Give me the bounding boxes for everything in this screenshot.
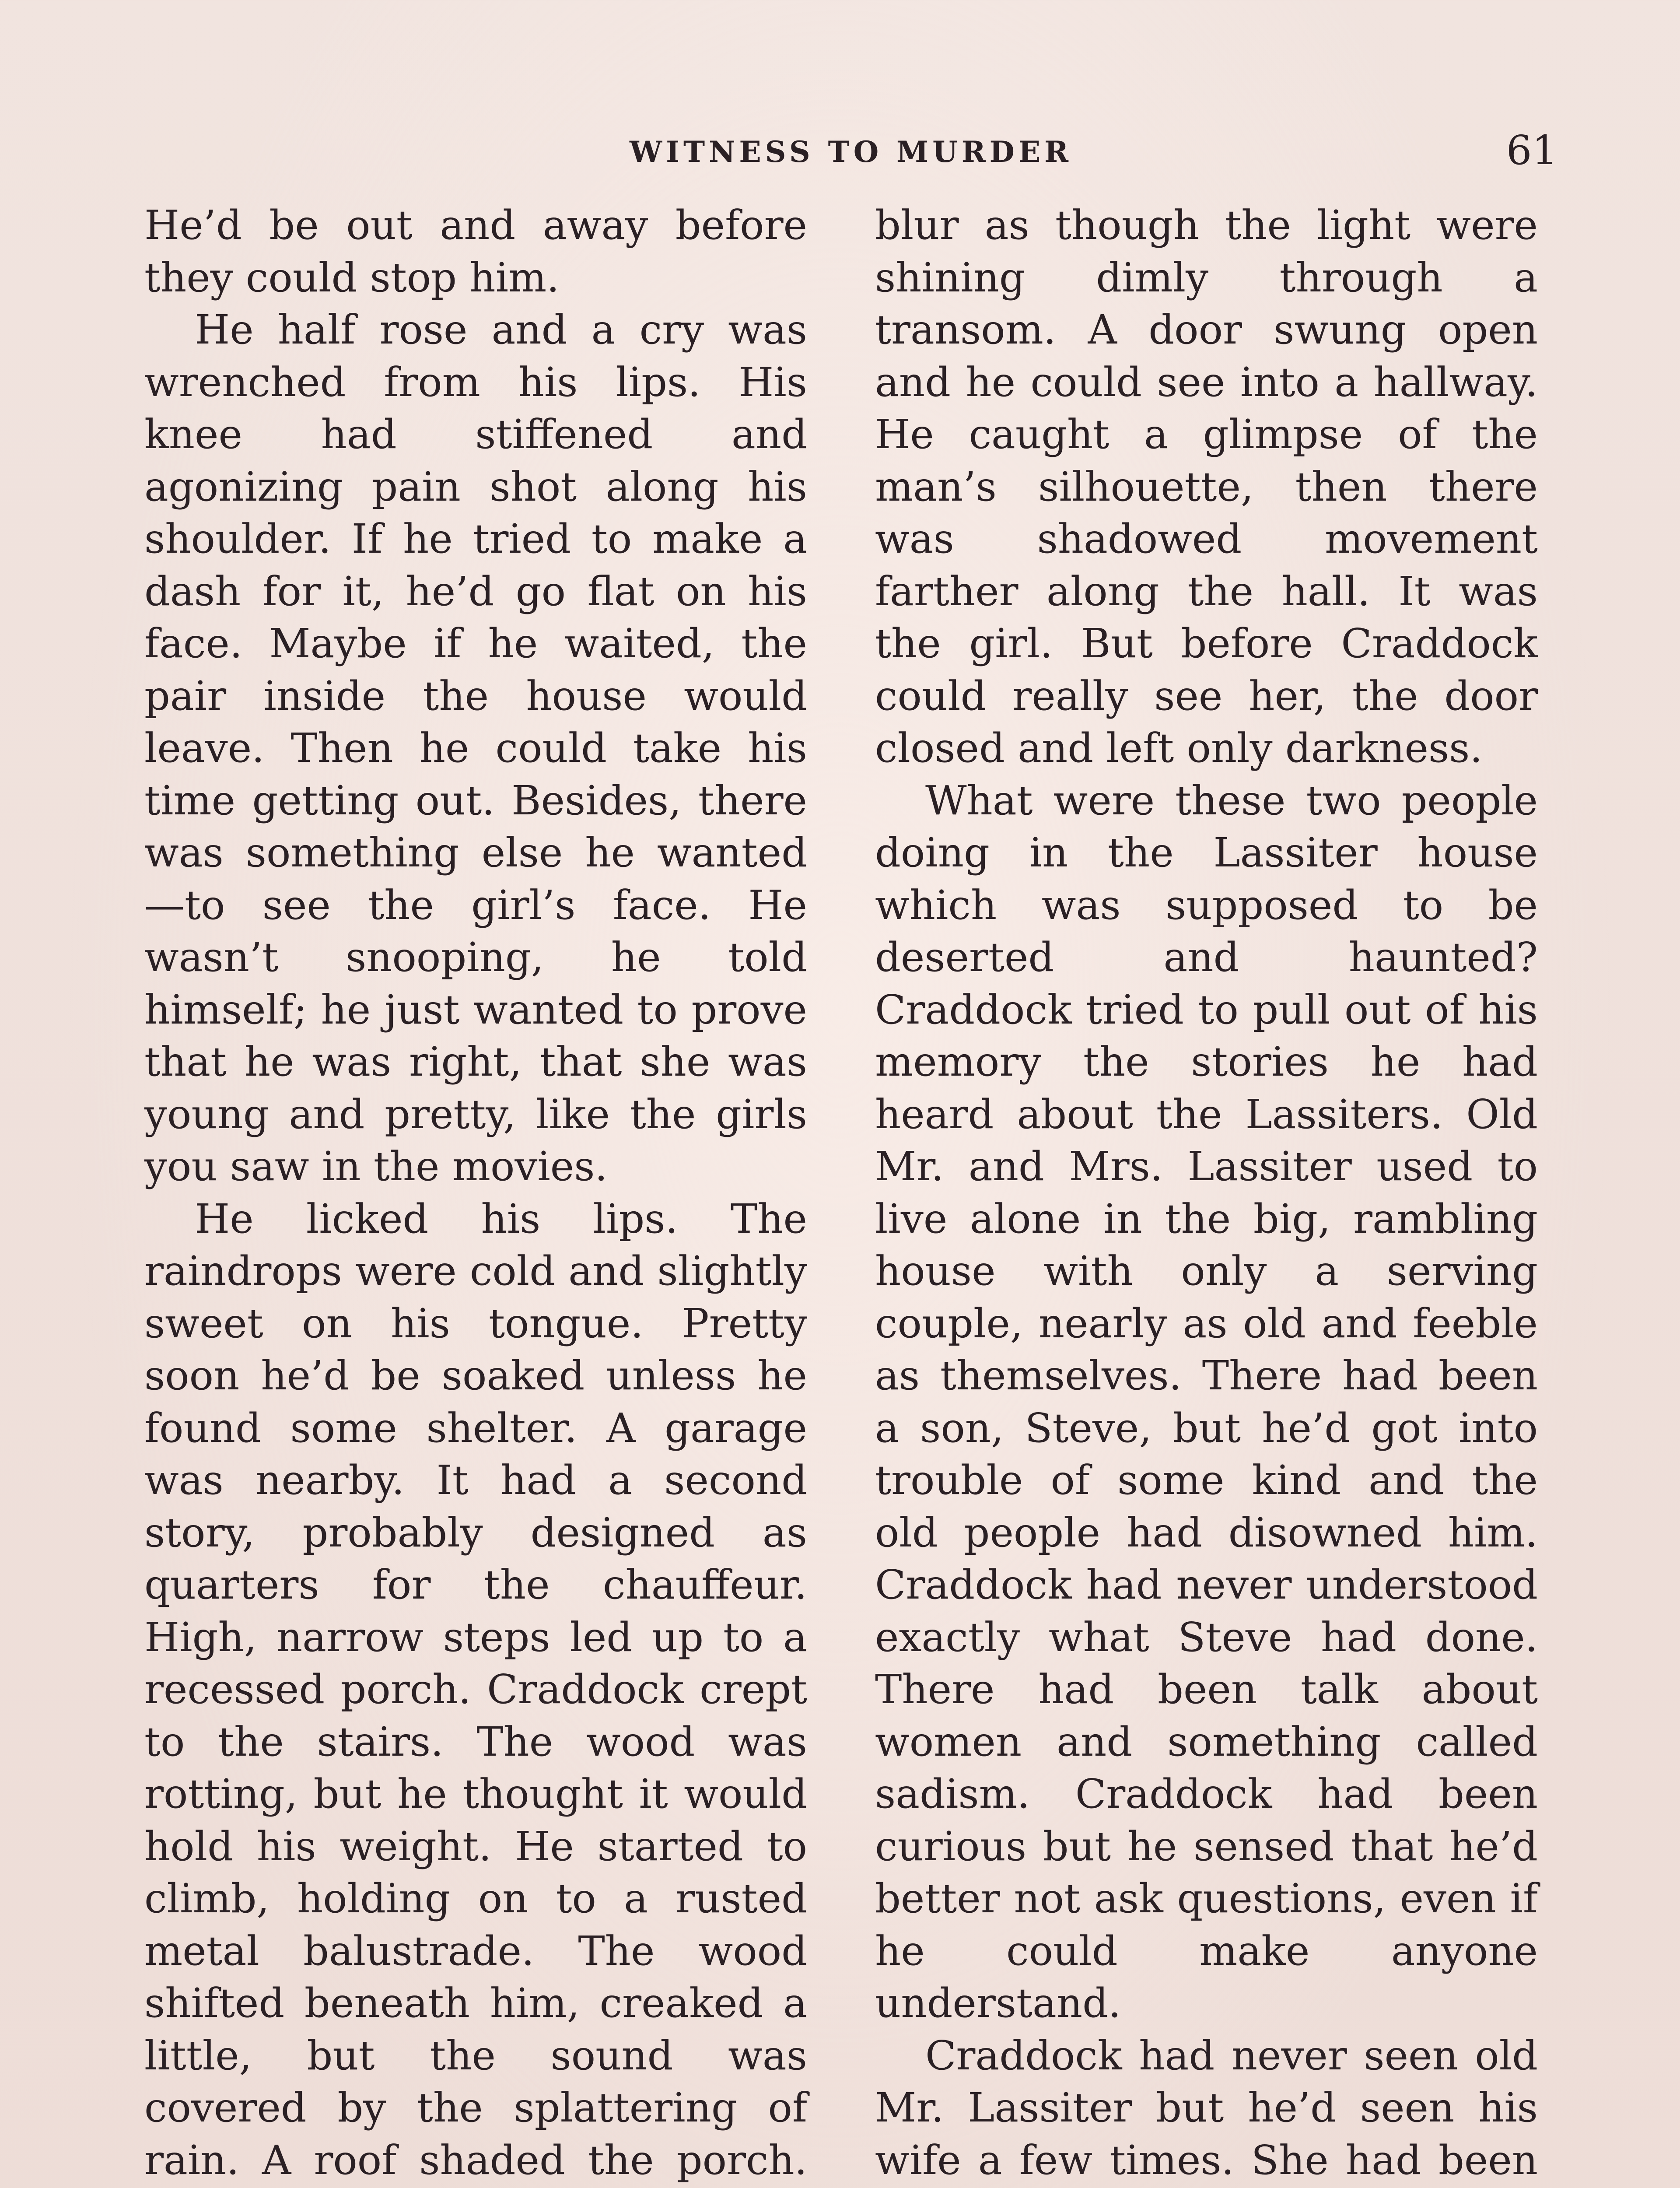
running-title: WITNESS TO MURDER: [629, 135, 1073, 169]
paragraph: Craddock had never seen old Mr. Lassiter but he’d seen his wife a few times. She had been: [875, 2032, 1538, 2184]
running-header: [144, 127, 1558, 179]
paragraph: He half rose and a cry was wrenched from his lips. His knee had stiffened and agonizing pain shot along his shoulder. If he tried to make a dash for it, he’d go flat on his face. Maybe if he waited, the pair inside the house would leave. Then he could take his time getting out. Besides, there was something else he wanted—to see the girl’s face. He wasn’t snooping, he told himself; he just wanted to prove that he was right, that she was young and pretty, like the girls you saw in the movies.: [144, 306, 807, 1190]
paragraph: blur as though the light were shining dimly through a transom. A door swung open and he could see into a hallway. He caught a glimpse of the man’s silhouette, then there was shadowed movement farther along the hall. It was the girl. But before Craddock could really see her, the door closed and left only darkness.: [875, 202, 1538, 771]
page-number: 61: [1506, 127, 1558, 174]
paragraph: What were these two people doing in the Lassiter house which was supposed to be deserted and haunted? Craddock tried to pull out of his memory the stories he had heard about the Lassiters. Old Mr. and Mrs. Lassiter used to live alone in the big, rambling house with only a serving couple, nearly as old and feeble as themselves. There had been a son, Steve, but he’d got into trouble of some kind and the old people had disowned him. Craddock had never understood exactly what Steve had done. There had been talk about women and something called sadism. Craddock had been curious but he sensed that he’d better not ask questions, even if he could make anyone understand.: [875, 777, 1538, 2027]
right-text-column: [875, 199, 1538, 2188]
paragraph: He licked his lips. The raindrops were cold and slightly sweet on his tongue. Pretty soon he’d be soaked unless he found some shelter. A garage was nearby. It had a second story, probably designed as quarters for the chauffeur. High, narrow steps led up to a recessed porch. Craddock crept to the stairs. The wood was rotting, but he thought it would hold his weight. He started to climb, holding on to a rusted metal balustrade. The wood shifted beneath him, creaked a little, but the sound was covered by the splattering of rain. A roof shaded the porch.: [144, 1195, 807, 2184]
paragraph: He’d be out and away before they could stop him.: [144, 202, 807, 301]
left-text-column: [144, 199, 807, 2188]
